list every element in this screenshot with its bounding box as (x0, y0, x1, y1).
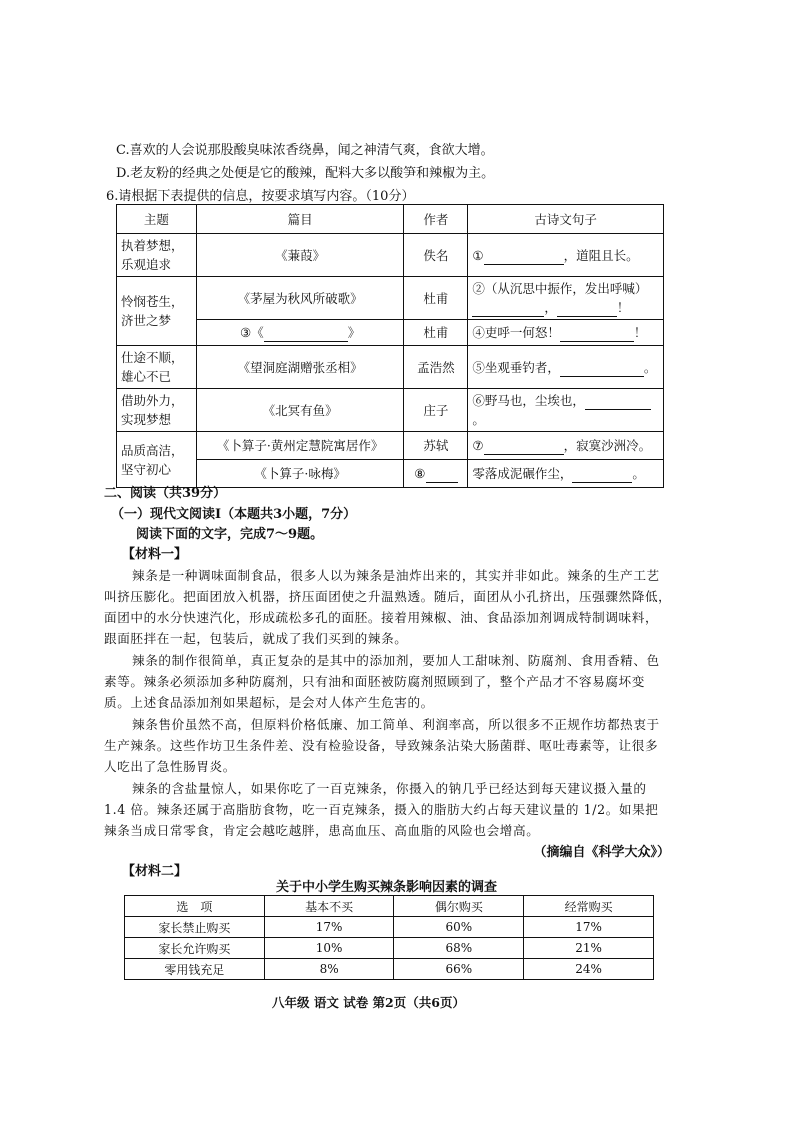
table-row (117, 234, 664, 277)
paragraph-line: 质。上述食品添加剂如果超标，是会对人体产生危害的。 (104, 695, 434, 710)
title-cell: 《北冥有鱼》 (196, 389, 404, 432)
quote-cell (468, 432, 664, 460)
table-row (117, 432, 664, 460)
paragraph-line: 辣条的制作很简单，真正复杂的是其中的添加剂，要加人工甜味剂、防腐剂、食用香精、色 (132, 653, 660, 668)
survey-cell: 17% (524, 917, 654, 938)
theme-cell: 怜悯苍生，济世之梦 (117, 277, 197, 346)
theme-cell: 借助外力，实现梦想 (117, 389, 197, 432)
survey-cell: 24% (524, 959, 654, 980)
paragraph-line: 面团中的水分快速汽化，形成疏松多孔的面胚。接着用辣椒、油、食品添加剂调成特制调味料， (104, 610, 659, 625)
survey-cell: 17% (264, 917, 394, 938)
quote-suffix: 。 (632, 466, 645, 481)
answer-blank-7[interactable] (484, 440, 564, 455)
subsection-heading: （一）现代文阅读Ⅰ（本题共3小题，7分） (111, 507, 357, 522)
quote-cell (468, 234, 664, 277)
quote-suffix: ！ (633, 325, 647, 340)
quote-cell (468, 389, 664, 432)
title-cell: 《卜算子·咏梅》 (196, 460, 404, 488)
author-cell: 杜甫 (404, 320, 468, 346)
answer-blank-4[interactable] (560, 327, 634, 342)
material-1-source: （摘编自《科学大众》） (533, 845, 670, 860)
quote-cell (468, 346, 664, 389)
table-row (117, 346, 664, 389)
answer-blank-5[interactable] (560, 362, 644, 377)
answer-blank-6[interactable] (585, 395, 651, 410)
quote-prefix: ① (472, 247, 484, 263)
option-c: C.喜欢的人会说那股酸臭味浓香绕鼻，闻之神清气爽，食欲大增。 (116, 143, 494, 158)
author-cell: 杜甫 (404, 277, 468, 320)
answer-blank-2a[interactable] (472, 302, 544, 317)
survey-cell: 家长允许购买 (125, 938, 265, 959)
material-1-label: 【材料一】 (122, 547, 188, 562)
survey-cell: 68% (394, 938, 524, 959)
answer-blank-1[interactable] (484, 250, 564, 265)
paragraph-line: 辣条当成日常零食，肯定会越吃越胖，患高血压、高血脂的风险也会增高。 (104, 823, 540, 838)
author-cell: 庄子 (404, 389, 468, 432)
survey-cell: 66% (394, 959, 524, 980)
survey-header: 基本不买 (264, 896, 394, 917)
paragraph-line: 1.4 倍。辣条还属于高脂肪食物，吃一百克辣条，摄入的脂肪大约占每天建议量的 1/2。如果把 (104, 802, 659, 817)
paragraph-line: 辣条的含盐量惊人，如果你吃了一百克辣条，你摄入的钠几乎已经达到每天建议摄入量的 (132, 781, 647, 796)
header-quote: 古诗文句子 (468, 205, 664, 234)
table-row (117, 389, 664, 432)
title-cell: 《卜算子·黄州定慧院寓居作》 (196, 432, 404, 460)
survey-row (125, 917, 654, 938)
paragraph-line: 辣条售价虽然不高，但原料价格低廉、加工简单、利润率高，所以很多不正规作坊都热衷于 (132, 717, 660, 732)
material-2-label: 【材料二】 (122, 864, 188, 879)
author-cell: 苏轼 (404, 432, 468, 460)
paragraph-line: 辣条是一种调味面制食品，很多人以为辣条是油炸出来的，其实并非如此。辣条的生产工艺 (132, 568, 660, 583)
theme-cell: 执着梦想，乐观追求 (117, 234, 197, 277)
survey-cell: 10% (264, 938, 394, 959)
survey-cell: 家长禁止购买 (125, 917, 265, 938)
quote-cell (468, 460, 664, 488)
quote-prefix: ⑤坐观垂钓者， (472, 359, 560, 375)
option-d: D.老友粉的经典之处便是它的酸辣，配料大多以酸笋和辣椒为主。 (116, 166, 495, 181)
theme-cell: 品质高洁，坚守初心 (117, 432, 197, 488)
survey-row (125, 959, 654, 980)
quote-suffix: ！ (616, 300, 630, 315)
survey-title: 关于中小学生购买辣条影响因素的调查 (276, 880, 498, 895)
survey-header: 经常购买 (524, 896, 654, 917)
quote-suffix: ，道阻且长。 (563, 247, 639, 263)
table-row (117, 277, 664, 320)
quote-suffix: 。 (643, 359, 657, 375)
quote-mid: ， (544, 300, 557, 315)
quote-cell (468, 320, 664, 346)
table-row (117, 320, 664, 346)
answer-blank-9[interactable] (572, 468, 632, 483)
survey-cell: 60% (394, 917, 524, 938)
survey-header-row (125, 896, 654, 917)
table-header-row (117, 205, 664, 234)
reading-instruction: 阅读下面的文字，完成7～9题。 (136, 527, 324, 542)
question-6-prompt: 6.请根据下表提供的信息，按要求填写内容。（10分） (106, 189, 415, 204)
section-heading: 二、阅读（共39分） (104, 486, 227, 501)
author-cell: 孟浩然 (404, 346, 468, 389)
theme-cell: 仕途不顺，雄心不已 (117, 346, 197, 389)
title-prefix: ③《 (240, 325, 264, 340)
page-footer: 八年级 语文 试卷 第2页（共6页） (272, 995, 465, 1010)
poetry-table (116, 204, 664, 488)
quote-prefix: ⑥野马也，尘埃也， (472, 393, 585, 408)
header-title: 篇目 (196, 205, 404, 234)
title-suffix: 》 (347, 325, 361, 340)
paragraph-line: 人吃出了急性肠胃炎。 (104, 759, 236, 774)
quote-suffix: 。 (472, 412, 485, 427)
quote-suffix: ，寂寞沙洲冷。 (563, 438, 652, 453)
survey-cell: 8% (264, 959, 394, 980)
survey-row (125, 938, 654, 959)
quote-prefix: ⑦ (472, 438, 484, 453)
answer-blank-8[interactable] (426, 468, 458, 483)
paragraph-line: 叫挤压膨化。把面团放入机器，挤压面团使之升温熟透。随后，面团从小孔挤出，压强骤然降低， (104, 589, 672, 604)
title-cell (196, 320, 404, 346)
title-cell: 《望洞庭湖赠张丞相》 (196, 346, 404, 389)
survey-cell: 21% (524, 938, 654, 959)
quote-cell (468, 277, 664, 320)
survey-cell: 零用钱充足 (125, 959, 265, 980)
survey-header: 偶尔购买 (394, 896, 524, 917)
header-theme: 主题 (117, 205, 197, 234)
author-prefix: ⑧ (414, 466, 426, 481)
survey-header: 选 项 (125, 896, 265, 917)
title-cell: 《茅屋为秋风所破歌》 (196, 277, 404, 320)
title-cell: 《蒹葭》 (196, 234, 404, 277)
survey-table (124, 895, 654, 980)
author-cell (404, 460, 468, 488)
quote-prefix: 零落成泥碾作尘， (472, 466, 573, 481)
header-author: 作者 (404, 205, 468, 234)
paragraph-line: 生产辣条。这些作坊卫生条件差、没有检验设备，导致辣条沾染大肠菌群、呕吐毒素等，让很多 (104, 738, 659, 753)
answer-blank-3[interactable] (264, 327, 348, 342)
author-cell: 佚名 (404, 234, 468, 277)
quote-prefix: ②（从沉思中振作，发出呼喊） (472, 281, 648, 296)
quote-prefix: ④吏呼一何怒！ (472, 325, 560, 340)
paragraph-line: 素等。辣条必须添加多种防腐剂，只有油和面胚被防腐剂照顾到了，整个产品才不容易腐坏变 (104, 674, 645, 689)
answer-blank-2b[interactable] (557, 302, 617, 317)
paragraph-line: 跟面胚拌在一起，包装后，就成了我们买到的辣条。 (104, 631, 408, 646)
